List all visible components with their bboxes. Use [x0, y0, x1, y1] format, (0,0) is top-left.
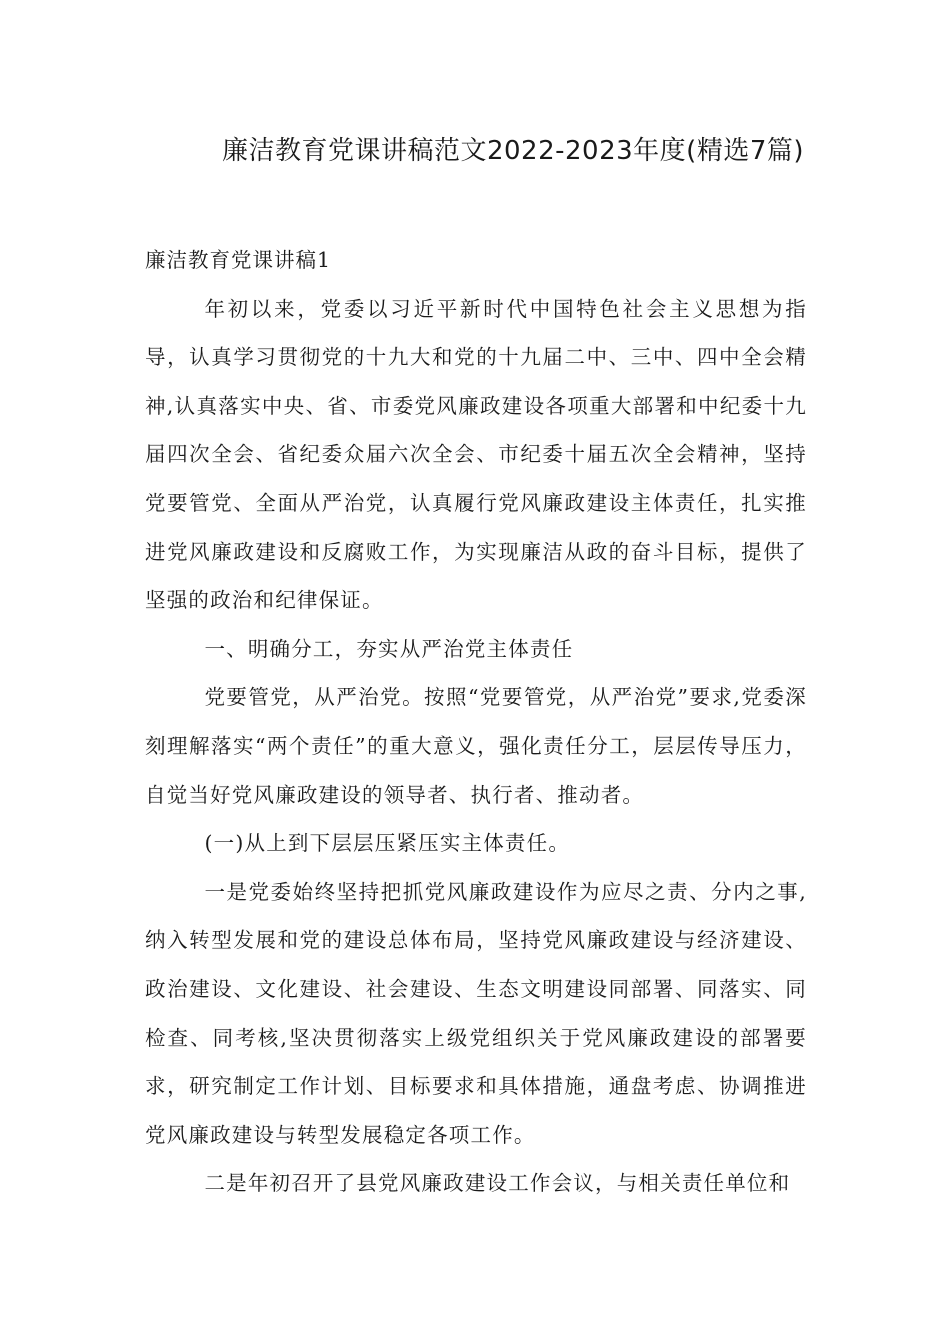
paragraph-point-2: 二是年初召开了县党风廉政建设工作会议，与相关责任单位和 [204, 1171, 791, 1196]
heading-1: 一、明确分工，夯实从严治党主体责任 [204, 636, 574, 661]
section-label: 廉洁教育党课讲稿1 [145, 248, 332, 272]
paragraph-principle: 党要管党，从严治党。按照“党要管党，从严治党”要求,党委深刻理解落实“两个责任”的重大意义，强化责任分工，层层传导压力，自觉当好党风廉政建设的领导者、执行者、推动者。 [145, 685, 807, 807]
document-title: 廉洁教育党课讲稿范文2022-2023年度(精选7篇) [221, 136, 805, 166]
paragraph-point-1: 一是党委始终坚持把抓党风廉政建设作为应尽之责、分内之事,纳入转型发展和党的建设总体布局，坚持党风廉政建设与经济建设、政治建设、文化建设、社会建设、生态文明建设同部署、同落实、同检查、同考核,坚决贯彻落实上级党组织关于党风廉政建设的部署要求，研究制定工作计划、目标要求和具体措施，通盘考虑、协调推进党风廉政建设与转型发展稳定各项工作。 [145, 879, 807, 1147]
subheading-1: (一)从上到下层层压紧压实主体责任。 [204, 831, 571, 856]
document-body [145, 236, 807, 1208]
paragraph-intro: 年初以来，党委以习近平新时代中国特色社会主义思想为指导，认真学习贯彻党的十九大和党的十九届二中、三中、四中全会精神,认真落实中央、省、市委党风廉政建设各项重大部署和中纪委十九届四次全会、省纪委众届六次全会、市纪委十届五次全会精神，坚持党要管党、全面从严治党，认真履行党风廉政建设主体责任，扎实推进党风廉政建设和反腐败工作，为实现廉洁从政的奋斗目标，提供了坚强的政治和纪律保证。 [145, 296, 807, 613]
